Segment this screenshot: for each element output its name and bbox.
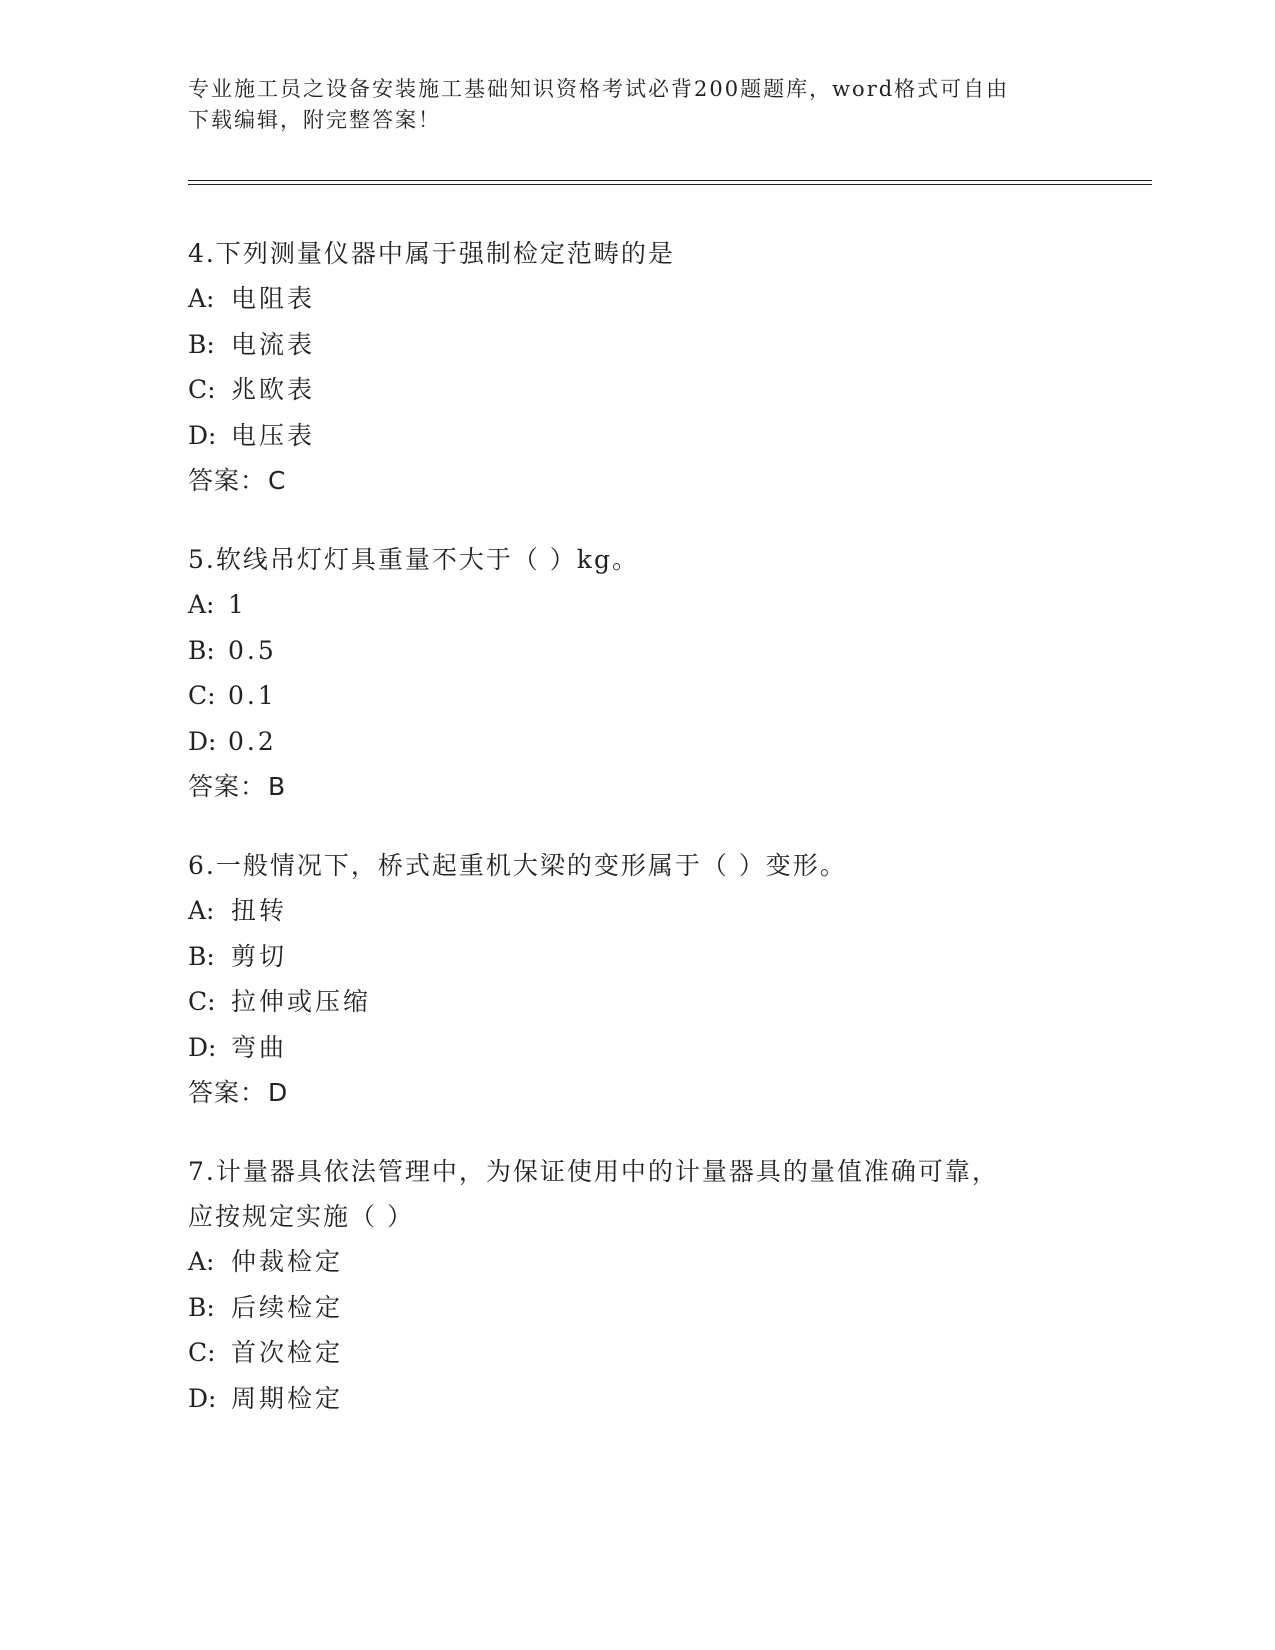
option-letter: D: bbox=[188, 1032, 217, 1062]
option-c bbox=[188, 979, 1088, 1025]
header-line-2: 下载编辑，附完整答案！ bbox=[188, 108, 441, 132]
option-letter: B: bbox=[188, 941, 215, 971]
option-c bbox=[188, 1330, 1088, 1376]
option-letter: A: bbox=[188, 1247, 215, 1276]
option-letter: C: bbox=[188, 987, 216, 1016]
document-header bbox=[188, 74, 1088, 136]
option-text: 首次检定 bbox=[231, 1338, 344, 1367]
option-text: 兆欧表 bbox=[231, 375, 316, 404]
question-title: 6.一般情况下，桥式起重机大梁的变形属于（ ）变形。 bbox=[188, 851, 847, 880]
option-text: 扭转 bbox=[231, 896, 288, 925]
answer-label: 答案： bbox=[188, 1078, 267, 1107]
option-c bbox=[188, 673, 1088, 719]
question-title: 5.软线吊灯灯具重量不大于（ ）kg。 bbox=[188, 545, 639, 574]
option-a bbox=[188, 276, 1088, 322]
question-title-line-2: 应按规定实施（ ） bbox=[188, 1202, 414, 1231]
option-d bbox=[188, 413, 1088, 459]
option-text: 电阻表 bbox=[231, 284, 316, 313]
option-c bbox=[188, 367, 1088, 413]
option-a bbox=[188, 1239, 1088, 1285]
option-letter: C: bbox=[188, 1338, 216, 1367]
question-4 bbox=[188, 231, 1088, 503]
option-letter: C: bbox=[188, 681, 216, 710]
option-text: 0.5 bbox=[228, 635, 277, 665]
question-7 bbox=[188, 1149, 1088, 1421]
option-b bbox=[188, 1285, 1088, 1331]
option-letter: A: bbox=[188, 284, 215, 313]
option-letter: B: bbox=[188, 329, 215, 359]
header-line-1: 专业施工员之设备安装施工基础知识资格考试必背200题题库，word格式可自由 bbox=[188, 77, 1010, 101]
option-text: 电流表 bbox=[231, 329, 316, 359]
question-title-line-1: 7.计量器具依法管理中，为保证使用中的计量器具的量值准确可靠， bbox=[188, 1157, 999, 1186]
option-letter: B: bbox=[188, 1292, 215, 1322]
option-a bbox=[188, 888, 1088, 934]
header-divider-bottom bbox=[188, 184, 1152, 185]
answer-line bbox=[188, 764, 1088, 809]
option-text: 0.1 bbox=[228, 681, 277, 710]
option-text: 周期检定 bbox=[231, 1383, 344, 1413]
question-5 bbox=[188, 537, 1088, 809]
option-letter: C: bbox=[188, 375, 216, 404]
question-6 bbox=[188, 843, 1088, 1115]
answer-value: B bbox=[268, 772, 286, 801]
option-text: 弯曲 bbox=[231, 1032, 288, 1062]
option-d bbox=[188, 1025, 1088, 1071]
option-letter: A: bbox=[188, 896, 215, 925]
option-d bbox=[188, 719, 1088, 765]
option-letter: D: bbox=[188, 420, 217, 450]
option-text: 剪切 bbox=[231, 941, 288, 971]
option-text: 拉伸或压缩 bbox=[231, 987, 372, 1016]
option-text: 电压表 bbox=[231, 420, 316, 450]
option-d bbox=[188, 1376, 1088, 1422]
option-text: 仲裁检定 bbox=[231, 1247, 344, 1276]
option-text: 后续检定 bbox=[231, 1292, 344, 1322]
option-b bbox=[188, 934, 1088, 980]
option-text: 0.2 bbox=[228, 726, 277, 756]
answer-line bbox=[188, 1070, 1088, 1115]
option-letter: D: bbox=[188, 1383, 217, 1413]
answer-line bbox=[188, 458, 1088, 503]
option-b bbox=[188, 322, 1088, 368]
question-title: 4.下列测量仪器中属于强制检定范畴的是 bbox=[188, 239, 675, 268]
option-a bbox=[188, 582, 1088, 628]
answer-label: 答案： bbox=[188, 772, 267, 801]
option-text: 1 bbox=[228, 590, 247, 619]
option-letter: D: bbox=[188, 726, 217, 756]
option-b bbox=[188, 628, 1088, 674]
answer-label: 答案： bbox=[188, 466, 267, 495]
option-letter: B: bbox=[188, 635, 215, 665]
answer-value: D bbox=[268, 1078, 288, 1107]
header-divider-top bbox=[188, 180, 1152, 181]
answer-value: C bbox=[268, 466, 286, 495]
option-letter: A: bbox=[188, 590, 215, 619]
